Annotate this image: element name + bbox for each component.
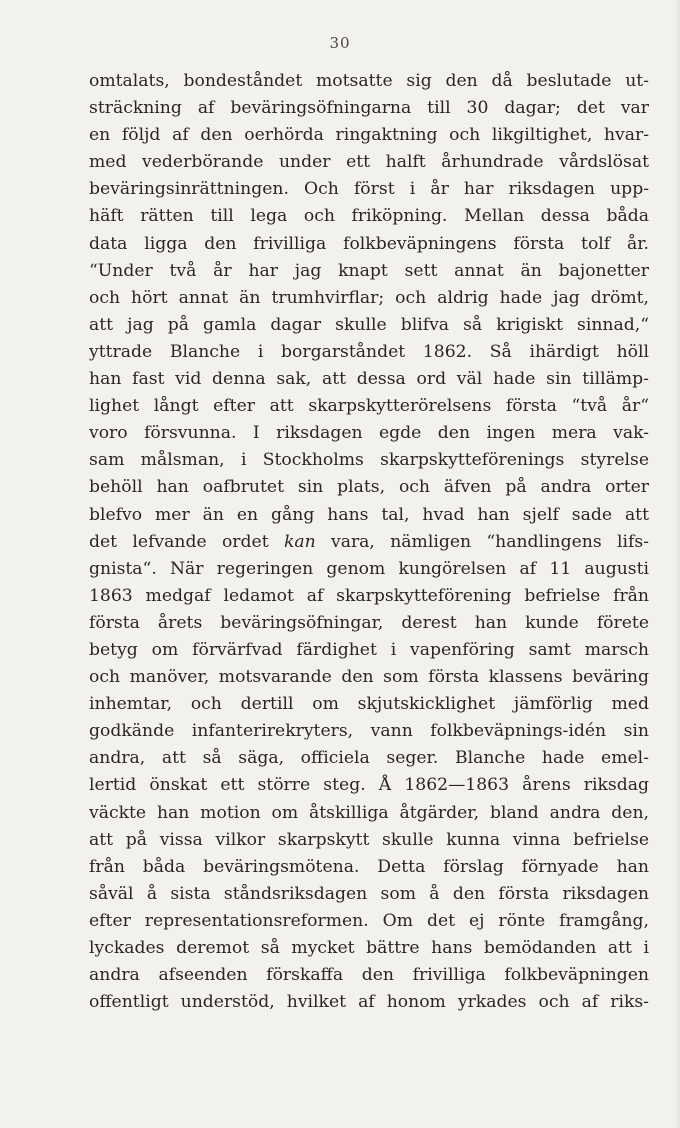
page-number: 30 <box>329 34 351 52</box>
text-segment: det lefvande ordet <box>89 531 269 552</box>
text-line: betyg om förvärfvad färdighet i vapenföring samt marsch <box>89 639 649 660</box>
text-line: data ligga den frivilliga folkbeväpningens första tolf år. <box>89 233 649 254</box>
text-line: andra, att så säga, officiela seger. Blanche hade emel- <box>89 748 649 769</box>
text-line: såväl å sista ståndsriksdagen som å den första riksdagen <box>89 883 649 904</box>
text-line: “Under två år har jag knapt sett annat än bajonetter <box>89 260 649 281</box>
text-line: beväringsinrättningen. Och först i år har riksdagen upp- <box>89 179 649 200</box>
text-line: behöll han oafbrutet sin plats, och äfven på andra orter <box>89 477 649 498</box>
text-line: efter representationsreformen. Om det ej rönte framgång, <box>89 910 649 931</box>
page-edge-shadow <box>674 0 680 1128</box>
text-line: yttrade Blanche i borgarståndet 1862. Så ihärdigt höll <box>89 341 649 362</box>
text-line: väckte han motion om åtskilliga åtgärder, bland andra den, <box>89 802 649 823</box>
text-line: inhemtar, och dertill om skjutskicklighet jämförlig med <box>89 694 649 715</box>
text-line: häft rätten till lega och friköpning. Mellan dessa båda <box>89 206 649 227</box>
text-line: från båda beväringsmötena. Detta förslag förnyade han <box>89 856 649 877</box>
text-line: och hört annat än trumhvirflar; och aldrig hade jag drömt, <box>89 287 649 308</box>
text-line: gnista“. När regeringen genom kungörelsen af 11 augusti <box>89 558 649 579</box>
text-line: sträckning af beväringsöfningarna till 30 dagar; det var <box>89 98 649 119</box>
text-line: en följd af den oerhörda ringaktning och likgiltighet, hvar- <box>89 125 649 146</box>
text-line: 1863 medgaf ledamot af skarpskytteförening befrielse från <box>89 585 649 606</box>
text-line: att på vissa vilkor skarpskytt skulle kunna vinna befrielse <box>89 829 649 850</box>
text-line: sam målsman, i Stockholms skarpskytteförenings styrelse <box>89 450 649 471</box>
text-line: lyckades deremot så mycket bättre hans bemödanden att i <box>89 938 649 958</box>
text-line: andra afseenden förskaffa den frivilliga folkbeväpningen <box>89 965 649 986</box>
text-line: lertid önskat ett större steg. Å 1862—1863 årens riksdag <box>89 775 649 796</box>
text-line: han fast vid denna sak, att dessa ord väl hade sin tillämp- <box>89 369 649 390</box>
text-line: godkände infanterirekryters, vann folkbeväpnings-idén sin <box>89 721 649 742</box>
text-line: voro försvunna. I riksdagen egde den ingen mera vak- <box>89 423 649 444</box>
text-line: första årets beväringsöfningar, derest han kunde förete <box>89 612 649 633</box>
text-line: offentligt understöd, hvilket af honom yrkades och af riks- <box>89 992 649 1013</box>
text-line-with-italic <box>89 529 649 556</box>
text-line: blefvo mer än en gång hans tal, hvad han sjelf sade att <box>89 504 649 525</box>
text-line: omtalats, bondeståndet motsatte sig den då beslutade ut- <box>89 71 649 91</box>
text-line: och manöver, motsvarande den som första klassens beväring <box>89 667 649 688</box>
body-text <box>89 68 649 1016</box>
text-segment: vara, nämligen “handlingens lifs- <box>331 531 649 552</box>
text-line: med vederbörande under ett halft århundrade vårdslösat <box>89 152 649 173</box>
italic-word: kan <box>283 531 316 552</box>
text-line: att jag på gamla dagar skulle blifva så krigiskt sinnad,“ <box>89 314 649 335</box>
text-line: lighet långt efter att skarpskytterörelsens första “två år“ <box>89 396 649 417</box>
